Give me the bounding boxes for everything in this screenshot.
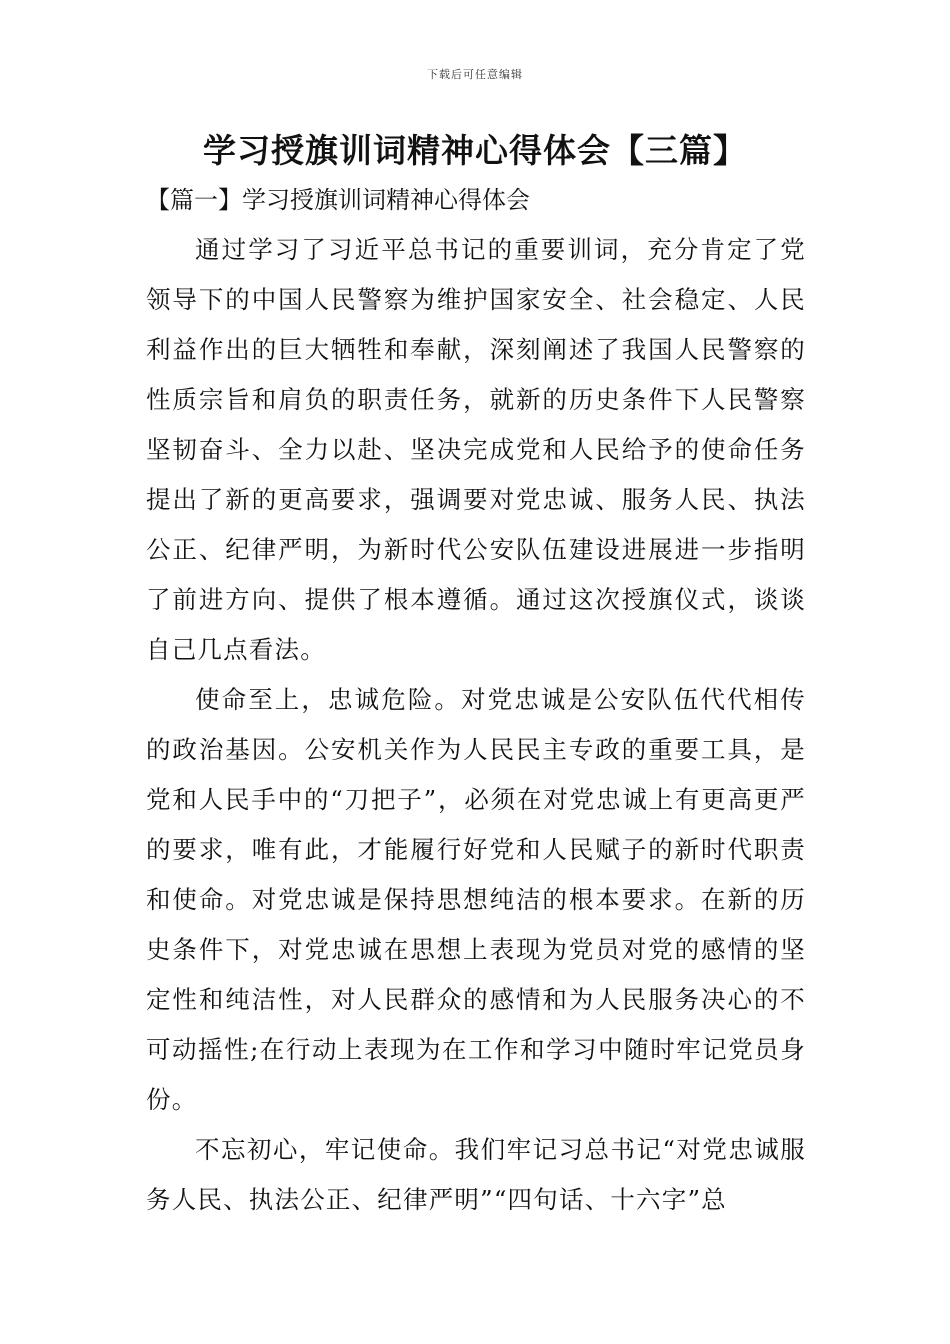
section-heading: 【篇一】学习授旗训词精神心得体会: [146, 186, 530, 214]
document-title: 学习授旗训词精神心得体会【三篇】: [203, 131, 747, 170]
paragraph-2: 使命至上，忠诚危险。对党忠诚是公安队伍代代相传的政治基因。公安机关作为人民民主专政的重要工具，是党和人民手中的“刀把子”，必须在对党忠诚上有更高更严的要求，唯有此，才能履行好党和人民赋子的新时代职责和使命。对党忠诚是保持思想纯洁的根本要求。在新的历史条件下，对党忠诚在思想上表现为党员对党的感情的坚定性和纯洁性，对人民群众的感情和为人民服务决心的不可动摇性;在行动上表现为在工作和学习中随时牢记党员身份。: [146, 685, 806, 1114]
header-note: 下载后可任意编辑: [427, 68, 523, 81]
body-text: [146, 225, 806, 1225]
paragraph-1: 通过学习了习近平总书记的重要训词，充分肯定了党领导下的中国人民警察为维护国家安全、社会稳定、人民利益作出的巨大牺牲和奉献，深刻阐述了我国人民警察的性质宗旨和肩负的职责任务，就新的历史条件下人民警察坚韧奋斗、全力以赴、坚决完成党和人民给予的使命任务提出了新的更高要求，强调要对党忠诚、服务人民、执法公正、纪律严明，为新时代公安队伍建设进展进一步指明了前进方向、提供了根本遵循。通过这次授旗仪式，谈谈自己几点看法。: [146, 235, 806, 664]
paragraph-3: 不忘初心，牢记使命。我们牢记习总书记“对党忠诚服务人民、执法公正、纪律严明”“四句话、十六字”总: [146, 1135, 806, 1214]
